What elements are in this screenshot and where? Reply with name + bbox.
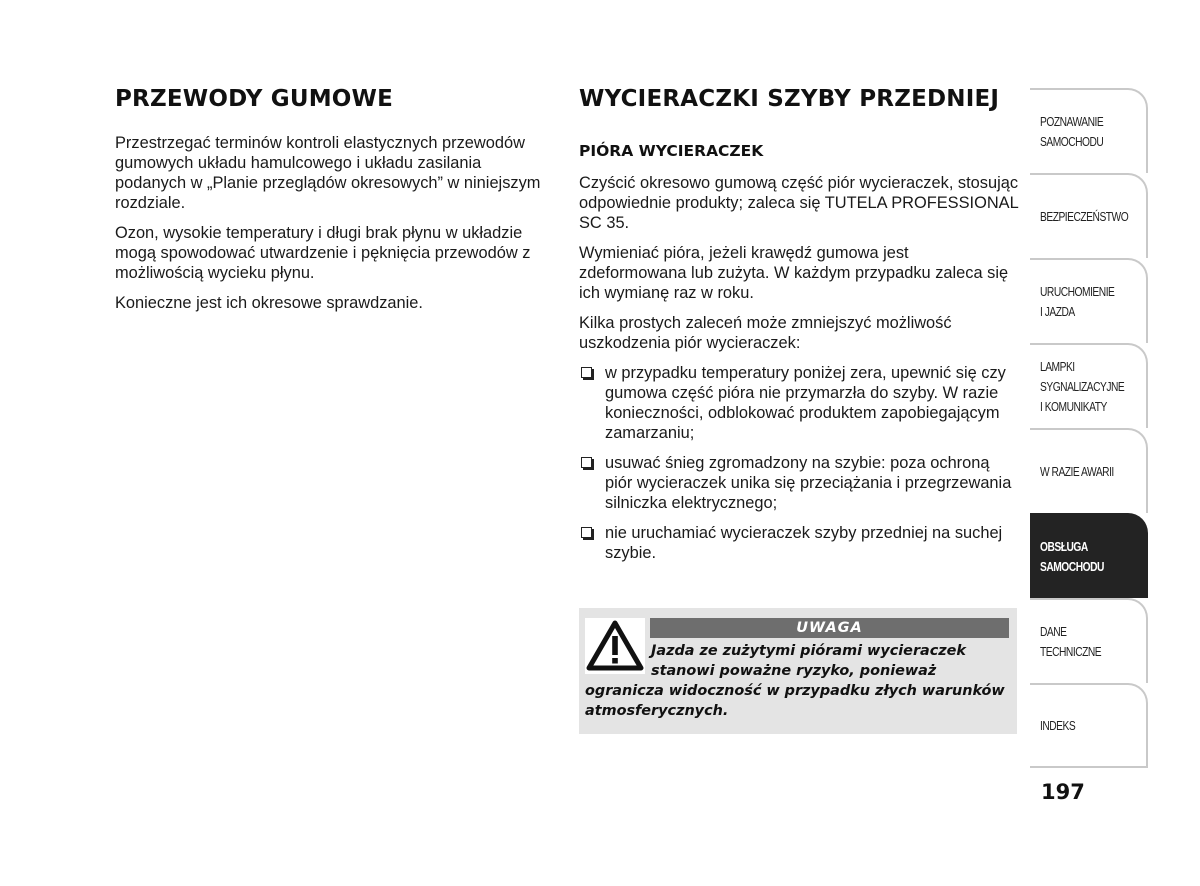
tab-indeks[interactable] (1030, 683, 1148, 768)
list-item-text: w przypadku temperatury poniżej zera, upewnić się czy gumowa część pióra nie przymarzła do szyby. W razie konieczności, odblokować produktem zapobiegającym zamarzaniu; (605, 364, 1006, 442)
checkbox-bullet-icon (581, 457, 592, 468)
list-item (579, 363, 1019, 443)
tab-label: OBSŁUGA SAMOCHODU (1040, 539, 1104, 574)
section-heading-hoses: PRZEWODY GUMOWE (115, 86, 394, 112)
checkbox-bullet-icon (581, 367, 592, 378)
section-heading-wipers: WYCIERACZKI SZYBY PRZEDNIEJ (579, 86, 1000, 112)
list-item (579, 523, 1019, 563)
list-item (579, 453, 1019, 513)
list-item-text: nie uruchamiać wycieraczek szyby przedniej na suchej szybie. (605, 524, 1003, 562)
warning-label: UWAGA (650, 618, 1009, 638)
icon-spacer (585, 641, 651, 681)
checkbox-bullet-icon (581, 527, 592, 538)
subheading-wiper-blades: PIÓRA WYCIERACZEK (579, 142, 764, 160)
tab-label: DANE TECHNICZNE (1040, 624, 1102, 659)
tab-lampki-sygnalizacyjne[interactable] (1030, 343, 1148, 428)
tab-label: W RAZIE AWARII (1040, 464, 1114, 479)
tab-w-razie-awarii[interactable] (1030, 428, 1148, 513)
paragraph: Konieczne jest ich okresowe sprawdzanie. (115, 294, 423, 312)
paragraph: Czyścić okresowo gumową część piór wycieraczek, stosując odpowiednie produkty; zaleca się TUTELA PROFESSIONAL SC 35. (579, 174, 1019, 232)
tab-label: BEZPIECZEŃSTWO (1040, 209, 1129, 224)
tab-label: URUCHOMIENIE I JAZDA (1040, 284, 1115, 319)
page-number: 197 (1041, 780, 1085, 804)
warning-box (579, 608, 1017, 734)
chapter-index-tabs (1030, 88, 1148, 768)
list-item-text: usuwać śnieg zgromadzony na szybie: poza ochroną piór wycieraczek unika się przeciążania i przegrzewania silniczka elektrycznego; (605, 454, 1012, 512)
warning-text: Jazda ze zużytymi piórami wycieraczek stanowi poważne ryzyko, ponieważ ogranicza widoczność w przypadku złych warunków atmosferycznych. (585, 643, 1005, 719)
paragraph: Ozon, wysokie temperatury i długi brak płynu w układzie mogą spowodować utwardzenie i pęknięcia przewodów z możliwością wycieku płynu. (115, 224, 531, 282)
tab-obsluga-samochodu[interactable] (1030, 513, 1148, 598)
tab-label: INDEKS (1040, 718, 1076, 733)
bullet-list (579, 363, 1019, 563)
warning-text-container (585, 641, 1005, 721)
tab-label: POZNAWANIE SAMOCHODU (1040, 114, 1104, 149)
left-column (115, 133, 545, 323)
right-column (579, 141, 1019, 573)
paragraph: Kilka prostych zaleceń może zmniejszyć możliwość uszkodzenia piór wycieraczek: (579, 314, 952, 352)
tab-poznawanie-samochodu[interactable] (1030, 88, 1148, 173)
tab-uruchomienie-i-jazda[interactable] (1030, 258, 1148, 343)
tab-bezpieczenstwo[interactable] (1030, 173, 1148, 258)
tab-dane-techniczne[interactable] (1030, 598, 1148, 683)
paragraph: Przestrzegać terminów kontroli elastycznych przewodów gumowych układu hamulcowego i układu zasilania podanych w „Planie przeglądów okresowych” w niniejszym rozdziale. (115, 134, 541, 212)
paragraph: Wymieniać pióra, jeżeli krawędź gumowa jest zdeformowana lub zużyta. W każdym przypadku zaleca się ich wymianę raz w roku. (579, 244, 1009, 302)
tab-label: LAMPKI SYGNALIZACYJNE I KOMUNIKATY (1040, 359, 1125, 414)
